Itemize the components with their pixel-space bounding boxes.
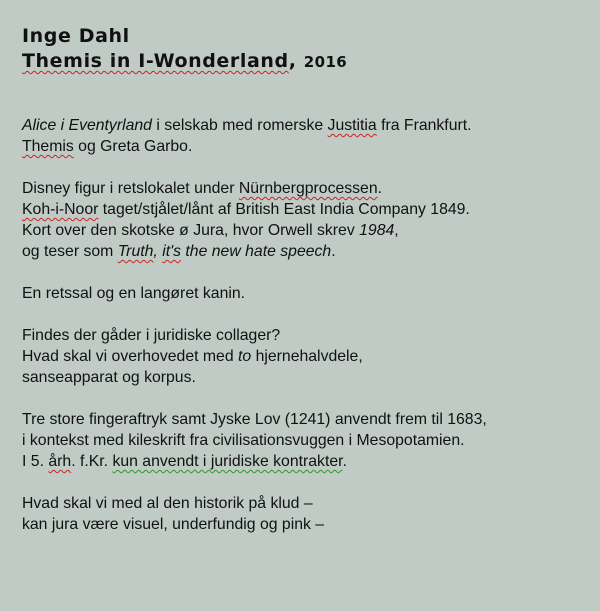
line-text: Truth (117, 243, 154, 260)
line-text: hjernehalvdele, (251, 348, 363, 365)
poem-line: sanseapparat og korpus. (22, 369, 196, 386)
line-text: I 5. (22, 453, 49, 470)
stanza-4 (22, 325, 587, 388)
line-text: Disney figur i retslokalet under (22, 180, 239, 197)
line-text: i selskab med romerske (151, 117, 328, 134)
line-text: Themis (22, 138, 74, 155)
line-text: . (331, 243, 336, 260)
line-text: . f.Kr. (71, 453, 113, 470)
line-text: it's (162, 243, 182, 260)
poem-line: Hvad skal vi med al den historik på klud – (22, 495, 313, 512)
title-text: Themis in I-Wonderland (22, 50, 289, 72)
stanza-6 (22, 493, 587, 535)
line-text: taget/stjålet/lånt af British East India Company 1849. (98, 201, 470, 218)
poem-line (22, 241, 587, 262)
line-text: fra Frankfurt. (376, 117, 472, 134)
line-text: the new hate speech (181, 243, 332, 260)
stanza-3 (22, 283, 587, 304)
stanza-2 (22, 178, 587, 262)
poem-line (22, 136, 587, 157)
poem-line: En retssal og en langøret kanin. (22, 285, 246, 302)
stanza-5 (22, 409, 587, 472)
line-text: , (394, 222, 399, 239)
poem-line (22, 346, 587, 367)
line-text: og teser som (22, 243, 118, 260)
artwork-year: 2016 (303, 53, 348, 71)
line-text: Justitia (327, 117, 377, 134)
line-text: Nürnbergprocessen (238, 180, 378, 197)
poem-line (22, 178, 587, 199)
poem-line: Findes der gåder i juridiske collager? (22, 327, 281, 344)
poem-body (22, 115, 587, 535)
line-text: , (153, 243, 163, 260)
line-text: . (342, 453, 347, 470)
stanza-1 (22, 115, 587, 157)
title-separator: , (288, 50, 304, 72)
poem-line (22, 199, 587, 220)
line-text: to (238, 348, 252, 365)
line-text: Hvad skal vi overhovedet med (22, 348, 238, 365)
poem-line (22, 220, 587, 241)
line-text: og Greta Garbo. (73, 138, 193, 155)
book-title: Alice i Eventyrland (22, 117, 152, 134)
line-text: Kort over den skotske ø Jura, hvor Orwell skrev (22, 222, 360, 239)
line-text: . (377, 180, 383, 197)
poem-line: i kontekst med kileskrift fra civilisationsvuggen i Mesopotamien. (22, 432, 465, 449)
line-text: 1984 (359, 222, 395, 239)
poem-line (22, 451, 587, 472)
poem-line: kan jura være visuel, underfundig og pink – (22, 516, 325, 533)
line-text: Koh-i-Noor (22, 201, 99, 218)
line-text: årh (48, 453, 72, 470)
document (22, 24, 587, 556)
poem-line (22, 115, 587, 136)
author-name: Inge Dahl (22, 25, 130, 47)
line-text: kun anvendt i juridiske kontrakter (112, 453, 343, 470)
poem-line: Tre store fingeraftryk samt Jyske Lov (1241) anvendt frem til 1683, (22, 411, 487, 428)
artwork-title (22, 49, 587, 75)
